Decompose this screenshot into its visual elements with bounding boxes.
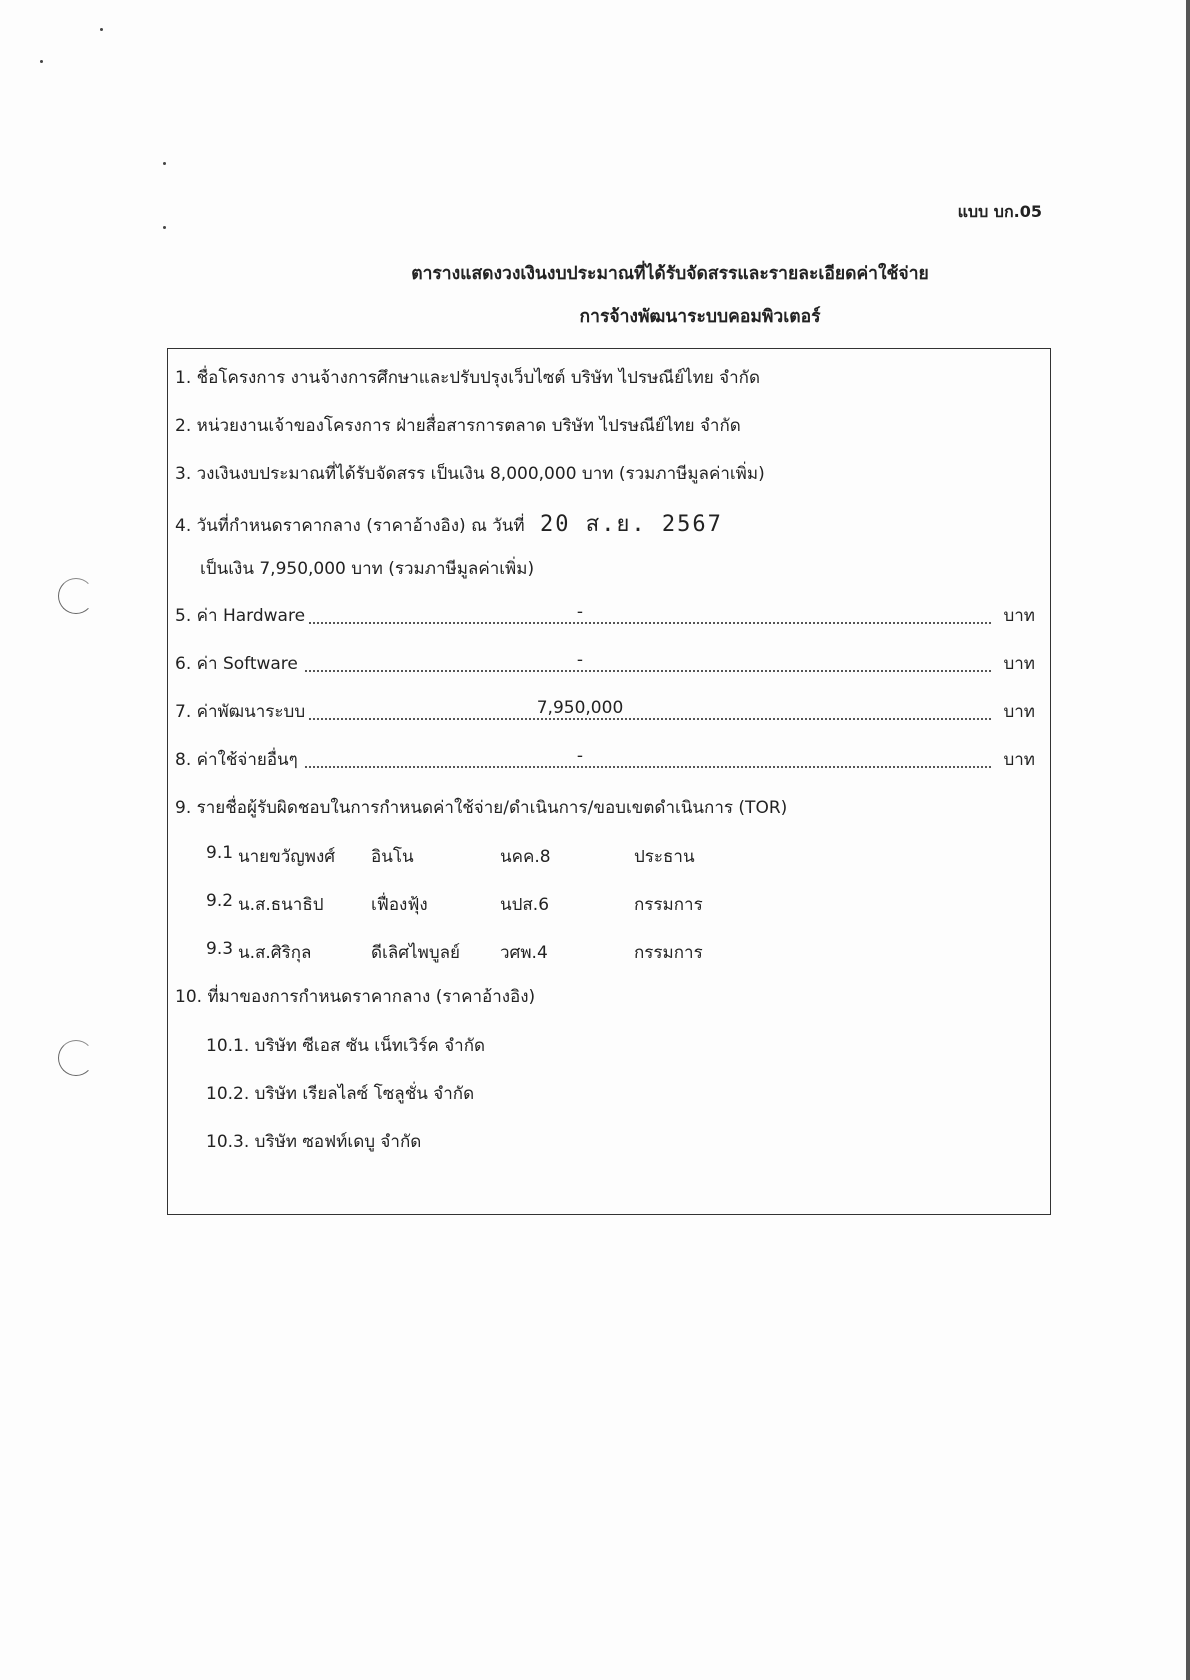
cost-label: 7. ค่าพัฒนาระบบ [175, 698, 309, 725]
member-name: นายขวัญพงศ์ [238, 847, 336, 867]
member-position: วศพ.4 [500, 943, 548, 963]
source-item: 10.1. บริษัท ซีเอส ซัน เน็ทเวิร์ค จำกัด [206, 1036, 486, 1056]
cost-value: - [573, 602, 587, 622]
punch-hole-mark [58, 1040, 94, 1076]
scan-speck [100, 28, 103, 31]
cost-row-development [175, 698, 1035, 724]
cost-value: 7,950,000 [533, 698, 628, 718]
member-role: กรรมการ [634, 943, 703, 963]
member-surname: เฟื่องฟุ้ง [371, 895, 428, 915]
dotted-leader [305, 622, 991, 624]
cost-unit: บาท [1003, 750, 1035, 770]
member-surname: อินโน [371, 847, 414, 867]
scan-edge [1186, 0, 1190, 1680]
member-name: น.ส.ธนาธิป [238, 895, 324, 915]
member-number: 9.3 [206, 939, 234, 959]
form-code: แบบ บก.05 [957, 202, 1042, 221]
sources-heading: 10. ที่มาของการกำหนดราคากลาง (ราคาอ้างอิง) [175, 987, 536, 1007]
member-surname: ดีเลิศไพบูลย์ [371, 943, 460, 963]
ref-price-date-label: 4. วันที่กำหนดราคากลาง (ราคาอ้างอิง) ณ วันที่ [175, 516, 525, 536]
owner-unit: 2. หน่วยงานเจ้าของโครงการ ฝ่ายสื่อสารการตลาด บริษัท ไปรษณีย์ไทย จำกัด [175, 416, 741, 436]
cost-label: 5. ค่า Hardware [175, 602, 309, 629]
budget-line: 3. วงเงินงบประมาณที่ได้รับจัดสรร เป็นเงิน 8,000,000 บาท (รวมภาษีมูลค่าเพิ่ม) [175, 464, 765, 484]
cost-value: - [573, 746, 587, 766]
cost-unit: บาท [1003, 654, 1035, 674]
member-position: นปส.6 [500, 895, 550, 915]
document-subtitle: การจ้างพัฒนาระบบคอมพิวเตอร์ [579, 307, 821, 327]
ref-price-date [175, 506, 723, 541]
cost-label: 6. ค่า Software [175, 650, 302, 677]
cost-row-software [175, 650, 1035, 676]
project-name: 1. ชื่อโครงการ งานจ้างการศึกษาและปรับปรุงเว็บไซต์ บริษัท ไปรษณีย์ไทย จำกัด [175, 368, 760, 388]
ref-price-date-value: 20 ส.ย. 2567 [540, 512, 723, 537]
member-number: 9.1 [206, 843, 234, 863]
source-item: 10.2. บริษัท เรียลไลซ์ โซลูชั่น จำกัด [206, 1084, 475, 1104]
source-item: 10.3. บริษัท ซอฟท์เดบู จำกัด [206, 1132, 422, 1152]
cost-label: 8. ค่าใช้จ่ายอื่นๆ [175, 746, 302, 773]
scan-speck [40, 60, 43, 63]
scan-speck [163, 162, 166, 165]
member-role: ประธาน [634, 847, 695, 867]
ref-price-amount: เป็นเงิน 7,950,000 บาท (รวมภาษีมูลค่าเพิ่ม) [200, 559, 535, 579]
committee-heading: 9. รายชื่อผู้รับผิดชอบในการกำหนดค่าใช้จ่าย/ดำเนินการ/ขอบเขตดำเนินการ (TOR) [175, 798, 788, 818]
cost-row-hardware [175, 602, 1035, 628]
member-name: น.ส.ศิริกุล [238, 943, 312, 963]
scan-speck [163, 226, 166, 229]
member-role: กรรมการ [634, 895, 703, 915]
cost-value: - [573, 650, 587, 670]
cost-unit: บาท [1003, 702, 1035, 722]
document-title: ตารางแสดงวงเงินงบประมาณที่ได้รับจัดสรรและรายละเอียดค่าใช้จ่าย [411, 264, 929, 284]
cost-unit: บาท [1003, 606, 1035, 626]
dotted-leader [305, 766, 991, 768]
member-position: นคค.8 [500, 847, 551, 867]
member-number: 9.2 [206, 891, 234, 911]
cost-row-other [175, 746, 1035, 772]
dotted-leader [305, 670, 991, 672]
details-box [167, 348, 1051, 1215]
dotted-leader [305, 718, 991, 720]
punch-hole-mark [58, 578, 94, 614]
